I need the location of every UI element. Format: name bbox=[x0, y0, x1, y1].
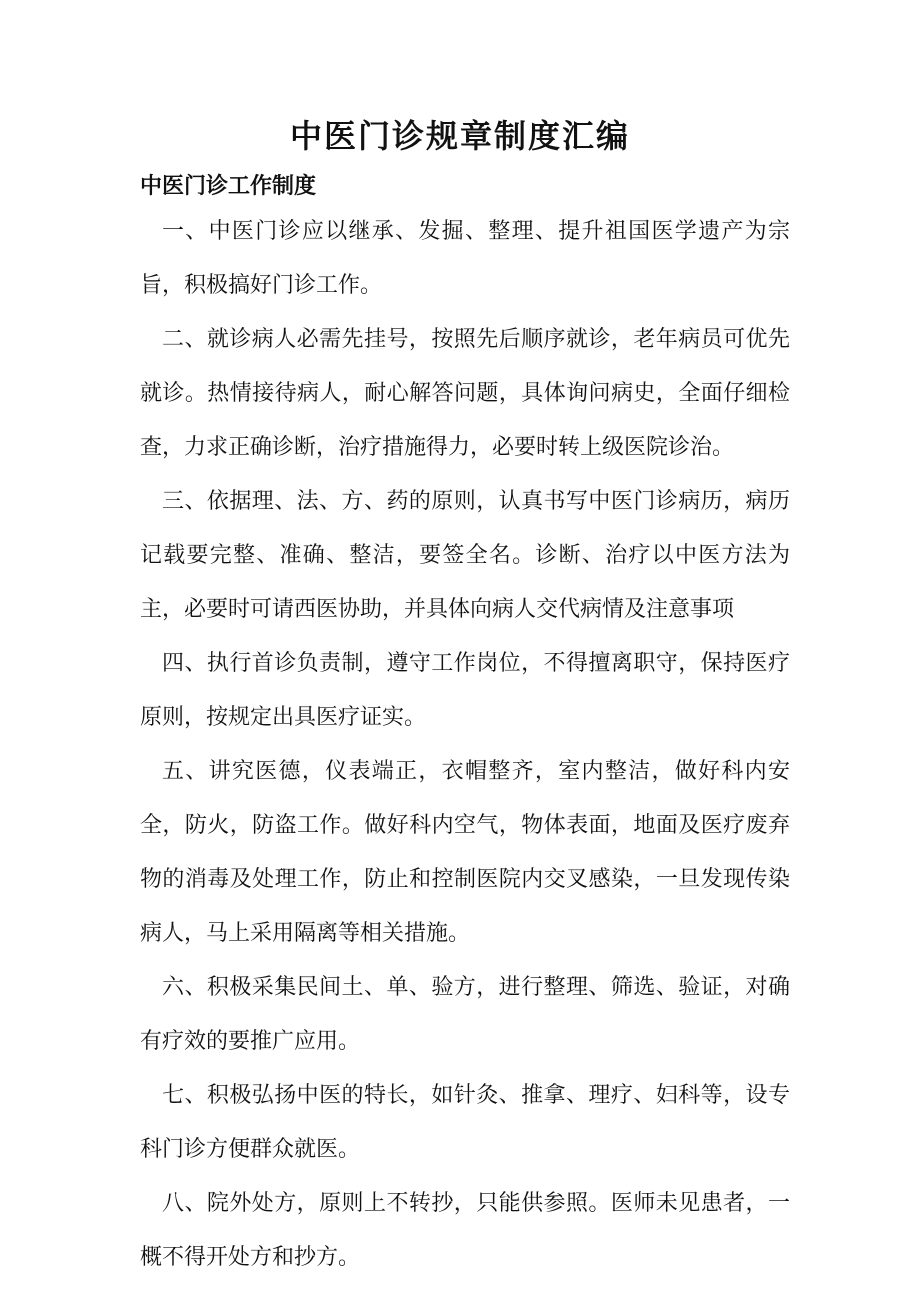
paragraph-2: 二、就诊病人必需先挂号，按照先后顺序就诊，老年病员可优先就诊。热情接待病人，耐心解答问题，具体询问病史，全面仔细检查，力求正确诊断，治疗措施得力，必要时转上级医院诊治。 bbox=[140, 327, 790, 460]
paragraph-8: 八、院外处方，原则上不转抄，只能供参照。医师未见患者，一概不得开处方和抄方。 bbox=[140, 1191, 790, 1270]
document-body bbox=[140, 205, 790, 1285]
paragraph-5: 五、讲究医德，仪表端正，衣帽整齐，室内整洁，做好科内安全，防火，防盗工作。做好科内空气，物体表面，地面及医疗废弃物的消毒及处理工作，防止和控制医院内交叉感染，一旦发现传染病人，马上采用隔离等相关措施。 bbox=[140, 759, 790, 946]
paragraph-1: 一、中医门诊应以继承、发掘、整理、提升祖国医学遗产为宗旨，积极搞好门诊工作。 bbox=[140, 219, 790, 298]
section-heading: 中医门诊工作制度 bbox=[140, 173, 317, 199]
paragraph-4: 四、执行首诊负责制，遵守工作岗位，不得擅离职守，保持医疗原则，按规定出具医疗证实。 bbox=[140, 651, 790, 730]
paragraph-3: 三、依据理、法、方、药的原则，认真书写中医门诊病历，病历记载要完整、准确、整洁，要签全名。诊断、治疗以中医方法为主，必要时可请西医协助，并具体向病人交代病情及注意事项 bbox=[140, 489, 790, 622]
paragraph-7: 七、积极弘扬中医的特长，如针灸、推拿、理疗、妇科等，设专科门诊方便群众就医。 bbox=[140, 1083, 790, 1162]
page-title: 中医门诊规章制度汇编 bbox=[289, 117, 630, 155]
paragraph-6: 六、积极采集民间土、单、验方，进行整理、筛选、验证，对确有疗效的要推广应用。 bbox=[140, 975, 790, 1054]
